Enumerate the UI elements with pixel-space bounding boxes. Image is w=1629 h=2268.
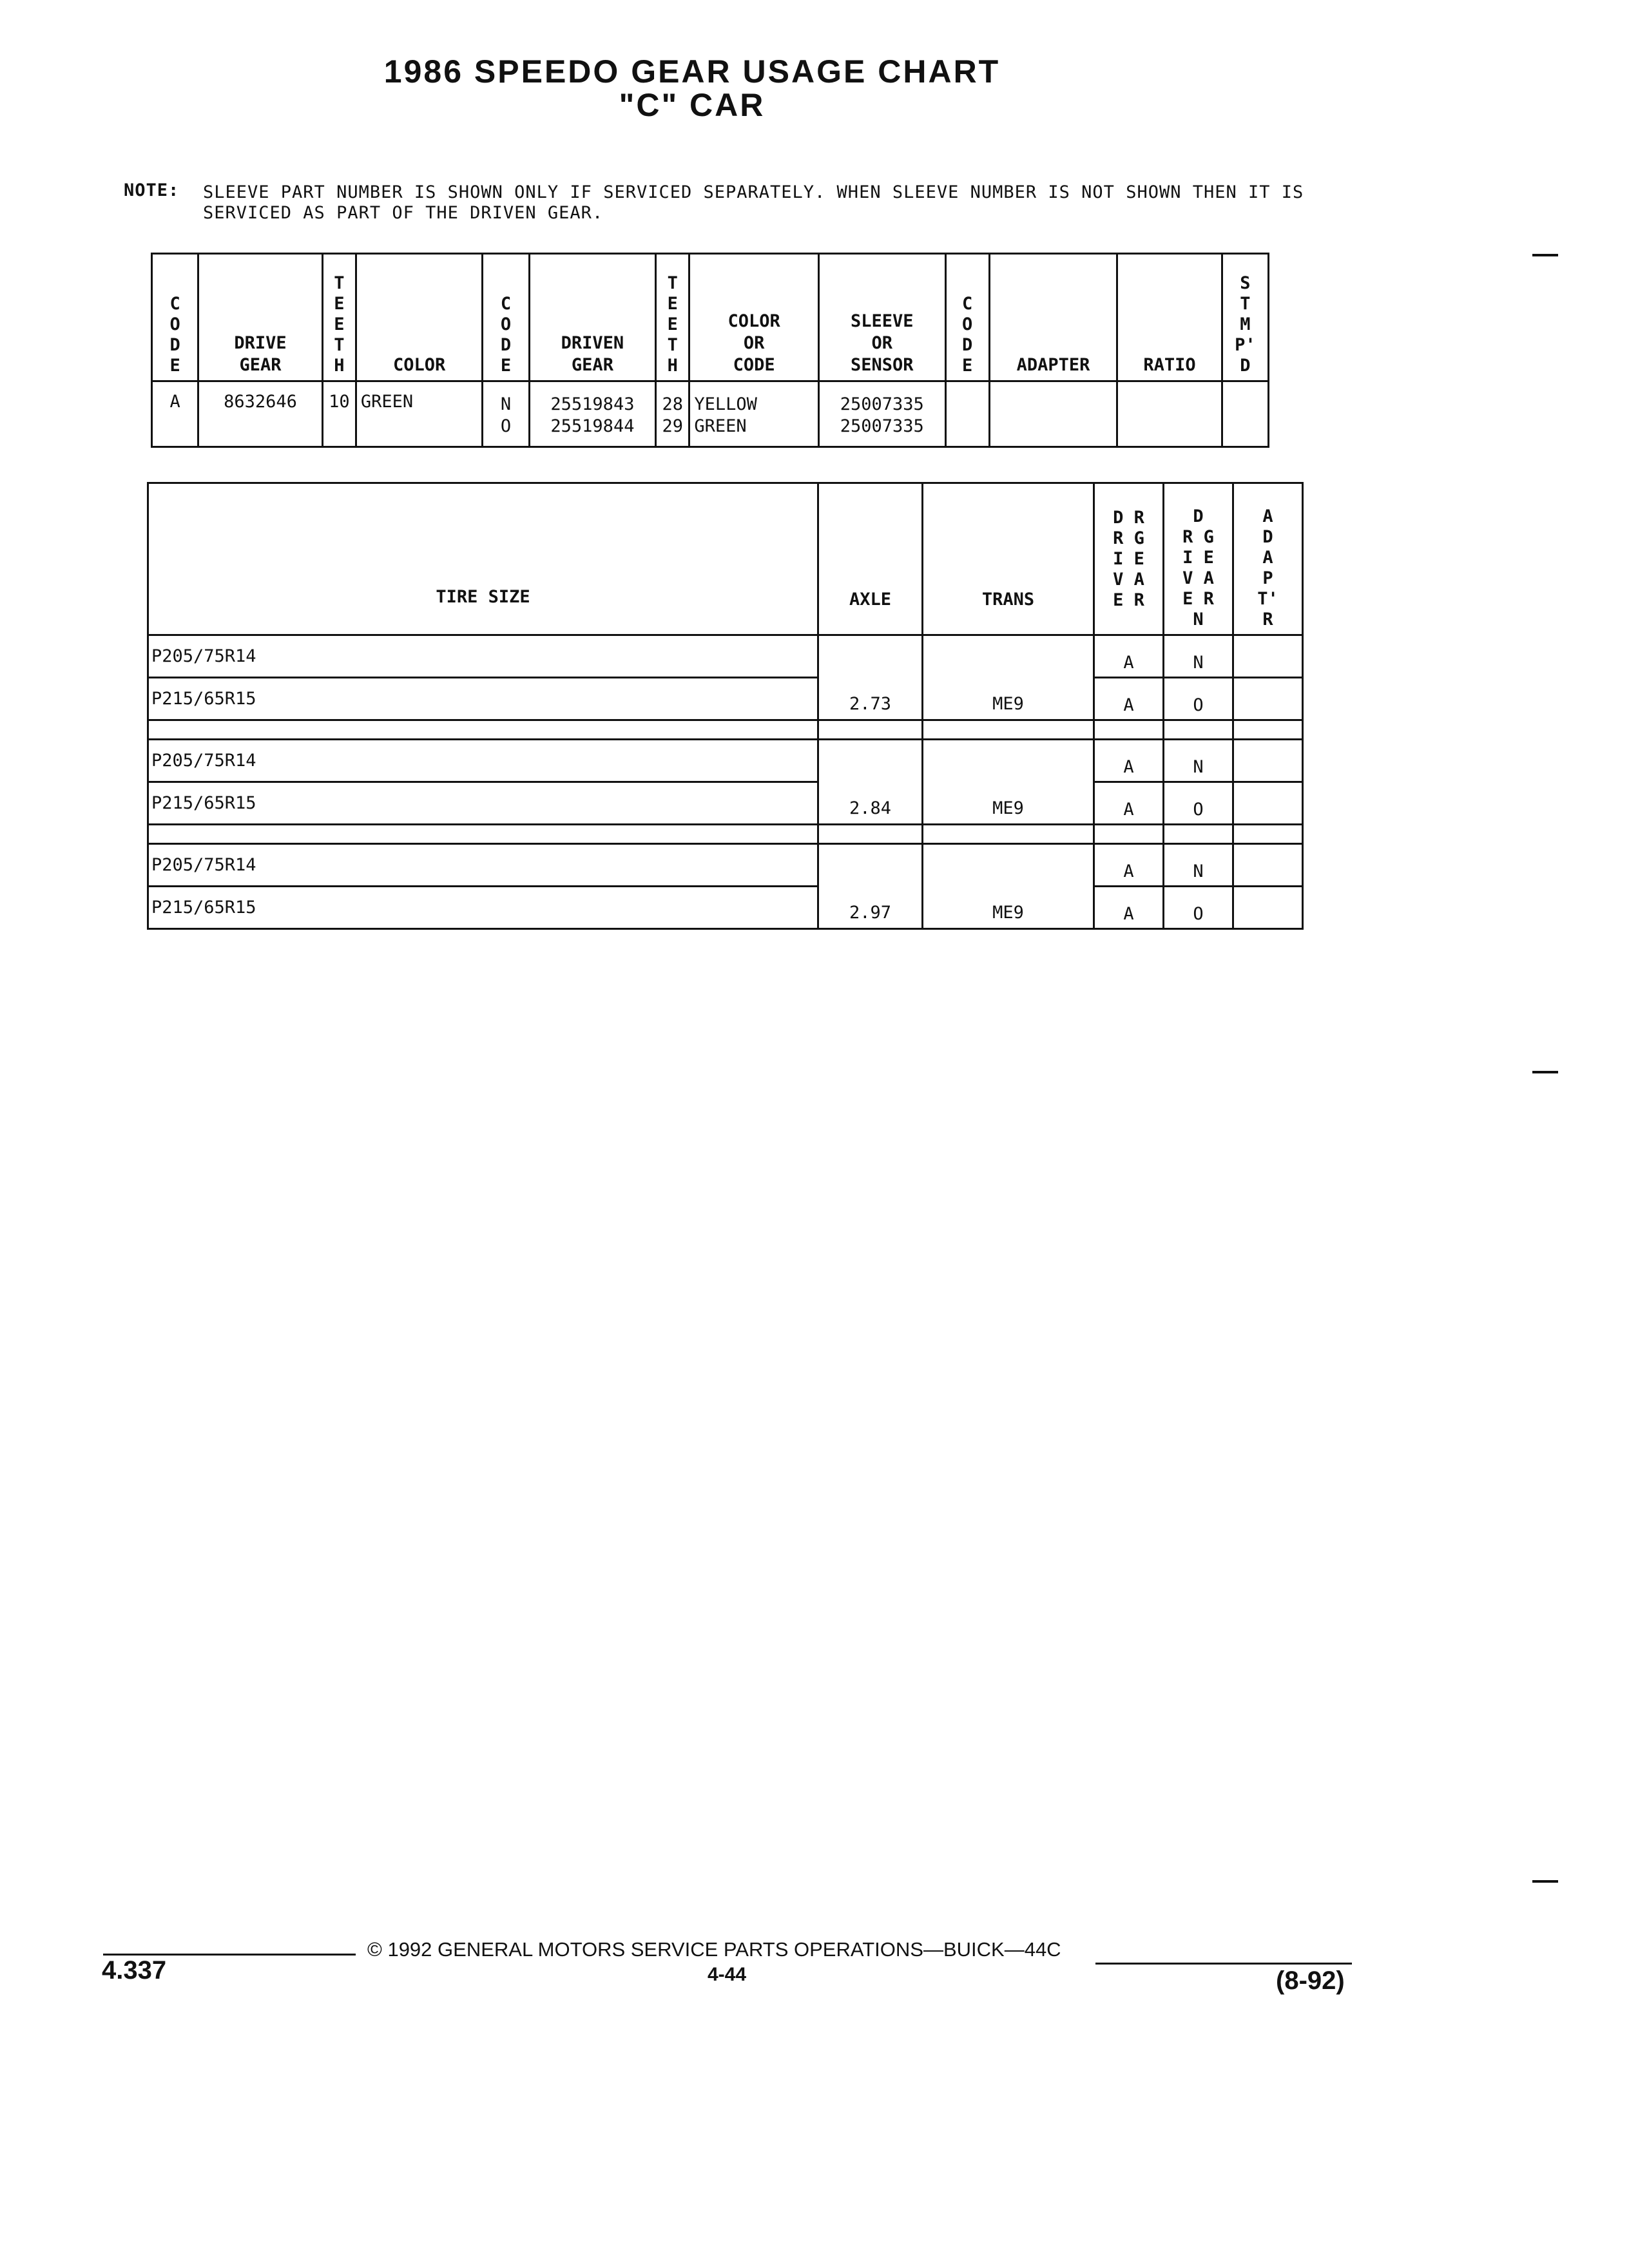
driven-gear-1: 25519843	[550, 394, 635, 414]
header-text: GEAR	[571, 355, 613, 375]
header-adapter	[989, 254, 1117, 381]
header-driven-gear	[529, 254, 656, 381]
header-text: DRIVE	[234, 333, 287, 353]
cell-drive-gear-code: A	[1094, 678, 1164, 720]
header-letter: D	[500, 335, 512, 355]
cell-driven-gear-code: N	[1164, 844, 1233, 887]
header-letter: D	[1240, 356, 1251, 376]
cell-tire-size: P205/75R14	[148, 740, 818, 782]
note-text	[203, 182, 1304, 224]
separator-cell	[1164, 720, 1233, 740]
separator-cell	[1164, 825, 1233, 844]
header-letter: E	[500, 356, 512, 376]
table-row	[148, 678, 1303, 720]
header-letter: P'	[1235, 335, 1256, 355]
title-line-1: 1986 SPEEDO GEAR USAGE CHART	[383, 53, 1001, 90]
cell-tire-size: P215/65R15	[148, 887, 818, 929]
header-letter: P	[1262, 568, 1273, 588]
group-separator	[148, 720, 1303, 740]
header-letter: A	[1262, 506, 1273, 526]
cell-driven-gear-code: N	[1164, 740, 1233, 782]
header-stamped	[1222, 254, 1268, 381]
note	[124, 180, 179, 200]
driven-teeth-1: 28	[662, 394, 684, 414]
cell-axle: 2.73	[818, 635, 923, 720]
note-label: NOTE:	[124, 180, 180, 200]
header-letter: D	[1193, 506, 1204, 526]
cell-drive-gear-code: A	[1094, 887, 1164, 929]
gear-table-header	[152, 254, 1269, 381]
header-letter: T	[667, 273, 678, 293]
header-letter: V A	[1113, 570, 1144, 590]
header-letter: T	[334, 273, 345, 293]
table-row	[148, 635, 1303, 678]
header-letter: E	[334, 294, 345, 314]
header-text: SLEEVE	[850, 311, 914, 331]
separator-cell	[1094, 825, 1164, 844]
gear-table	[151, 253, 1269, 448]
header-text: OR	[871, 333, 892, 353]
header-letter: N	[1193, 610, 1204, 629]
driven-gear-2: 25519844	[550, 416, 635, 436]
header-letter: E	[334, 314, 345, 334]
separator-cell	[923, 825, 1094, 844]
header-text: COLOR	[728, 311, 780, 331]
header-ratio	[1117, 254, 1222, 381]
cell-adapter-code	[1233, 635, 1303, 678]
separator-cell	[818, 825, 923, 844]
cell-driven-gear	[529, 381, 656, 447]
driven-code-2: O	[500, 416, 512, 436]
scan-mark	[1532, 254, 1558, 256]
header-letter: E	[667, 314, 678, 334]
cell-drive-gear-code: A	[1094, 782, 1164, 825]
cell-tire-size: P215/65R15	[148, 678, 818, 720]
header-axle: AXLE	[818, 483, 923, 635]
header-letter: H	[667, 356, 678, 376]
header-adapter-code	[1233, 483, 1303, 635]
header-letter: M	[1240, 314, 1251, 334]
cell-trans: ME9	[923, 635, 1094, 720]
header-letter: S	[1240, 273, 1251, 293]
separator-cell	[1094, 720, 1164, 740]
header-text: RATIO	[1143, 355, 1196, 375]
cell-axle: 2.84	[818, 740, 923, 825]
page-title	[0, 53, 1507, 124]
separator-cell	[148, 720, 818, 740]
cell-adapter-code	[1233, 887, 1303, 929]
header-letter: H	[334, 356, 345, 376]
header-letter: E	[169, 356, 180, 376]
header-letter: E	[961, 356, 973, 376]
note-line-1: SLEEVE PART NUMBER IS SHOWN ONLY IF SERVICED SEPARATELY. WHEN SLEEVE NUMBER IS NOT SHOWN THEN IT IS	[203, 182, 1304, 202]
driven-color-2: GREEN	[694, 416, 747, 436]
cell-axle: 2.97	[818, 844, 923, 929]
separator-cell	[1233, 825, 1303, 844]
cell-driven-gear-code: O	[1164, 887, 1233, 929]
title-line-2: "C" CAR	[619, 87, 766, 123]
header-tire-size: TIRE SIZE	[148, 483, 818, 635]
header-letter: R G	[1113, 528, 1144, 548]
header-driven-teeth	[656, 254, 689, 381]
sleeve-1: 25007335	[840, 394, 924, 414]
header-letter: E R	[1182, 589, 1214, 609]
header-letter: C	[500, 294, 512, 314]
cell-tire-size: P205/75R14	[148, 635, 818, 678]
header-text: SENSOR	[850, 355, 914, 375]
separator-cell	[1233, 720, 1303, 740]
header-letter: R	[1262, 610, 1273, 629]
header-letter: I E	[1113, 549, 1144, 569]
header-trans: TRANS	[923, 483, 1094, 635]
footer-rule-left	[103, 1954, 356, 1956]
header-driven-gear-code	[1164, 483, 1233, 635]
header-letter: O	[500, 314, 512, 334]
cell-code: A	[152, 381, 198, 447]
header-color-or-code	[689, 254, 819, 381]
header-letter: D	[1262, 527, 1273, 547]
footer-copyright: © 1992 GENERAL MOTORS SERVICE PARTS OPERATIONS—BUICK—44C	[367, 1938, 1061, 1961]
cell-trans: ME9	[923, 844, 1094, 929]
header-letter: V A	[1182, 568, 1214, 588]
header-letter: C	[961, 294, 973, 314]
cell-driven-teeth	[656, 381, 689, 447]
cell-drive-gear: 8632646	[198, 381, 323, 447]
cell-tire-size: P205/75R14	[148, 844, 818, 887]
header-teeth	[322, 254, 356, 381]
cell-stamped	[1222, 381, 1268, 447]
header-letter: T	[334, 335, 345, 355]
tire-table	[147, 482, 1304, 930]
gear-table-row	[152, 381, 1269, 447]
footer-page-number: 4-44	[708, 1964, 747, 1985]
header-letter: R G	[1182, 527, 1214, 547]
header-letter: D R	[1113, 508, 1144, 528]
scan-mark	[1532, 1880, 1558, 1883]
header-letter: E R	[1113, 590, 1144, 610]
cell-sleeve	[818, 381, 945, 447]
cell-ratio	[1117, 381, 1222, 447]
cell-driven-gear-code: O	[1164, 678, 1233, 720]
tire-table-header	[148, 483, 1303, 635]
header-adapter-code	[945, 254, 989, 381]
cell-adapter-code	[1233, 782, 1303, 825]
cell-drive-gear-code: A	[1094, 844, 1164, 887]
header-letter: T'	[1257, 589, 1278, 609]
header-letter: A	[1262, 548, 1273, 568]
cell-driven-gear-code: N	[1164, 635, 1233, 678]
header-code	[152, 254, 198, 381]
separator-cell	[148, 825, 818, 844]
header-letter: E	[667, 294, 678, 314]
footer-date: (8-92)	[1276, 1966, 1345, 1995]
header-text: DRIVEN	[561, 333, 624, 353]
sleeve-2: 25007335	[840, 416, 924, 436]
footer-rule-right	[1095, 1963, 1352, 1965]
separator-cell	[923, 720, 1094, 740]
cell-driven-code	[483, 381, 529, 447]
header-letter: O	[961, 314, 973, 334]
driven-color-1: YELLOW	[694, 394, 757, 414]
driven-teeth-2: 29	[662, 416, 684, 436]
header-driven-code	[483, 254, 529, 381]
table-row	[148, 844, 1303, 887]
header-letter: T	[1240, 294, 1251, 314]
cell-adapter-code	[1233, 844, 1303, 887]
header-drive-gear	[198, 254, 323, 381]
cell-adapter-code	[1233, 678, 1303, 720]
table-row	[148, 887, 1303, 929]
cell-adapter-code	[945, 381, 989, 447]
cell-trans: ME9	[923, 740, 1094, 825]
cell-color: GREEN	[356, 381, 483, 447]
header-letter: I E	[1182, 548, 1214, 568]
group-separator	[148, 825, 1303, 844]
header-drive-gear-code	[1094, 483, 1164, 635]
header-text: OR	[743, 333, 765, 353]
cell-adapter	[989, 381, 1117, 447]
cell-driven-color	[689, 381, 819, 447]
table-row	[148, 782, 1303, 825]
header-text: GEAR	[239, 355, 282, 375]
header-letter: D	[961, 335, 973, 355]
header-text: COLOR	[393, 355, 446, 375]
table-row	[148, 740, 1303, 782]
cell-teeth: 10	[322, 381, 356, 447]
header-text: CODE	[733, 355, 775, 375]
header-color	[356, 254, 483, 381]
scan-mark	[1532, 1071, 1558, 1073]
footer-section-number: 4.337	[102, 1956, 167, 1984]
cell-drive-gear-code: A	[1094, 740, 1164, 782]
cell-drive-gear-code: A	[1094, 635, 1164, 678]
driven-code-1: N	[500, 394, 512, 414]
note-line-2: SERVICED AS PART OF THE DRIVEN GEAR.	[203, 203, 604, 223]
header-letter: T	[667, 335, 678, 355]
cell-tire-size: P215/65R15	[148, 782, 818, 825]
cell-driven-gear-code: O	[1164, 782, 1233, 825]
header-text: ADAPTER	[1016, 355, 1090, 375]
cell-adapter-code	[1233, 740, 1303, 782]
header-letter: C	[169, 294, 180, 314]
separator-cell	[818, 720, 923, 740]
header-letter: D	[169, 335, 180, 355]
header-letter: O	[169, 314, 180, 334]
header-sleeve-or-sensor	[818, 254, 945, 381]
